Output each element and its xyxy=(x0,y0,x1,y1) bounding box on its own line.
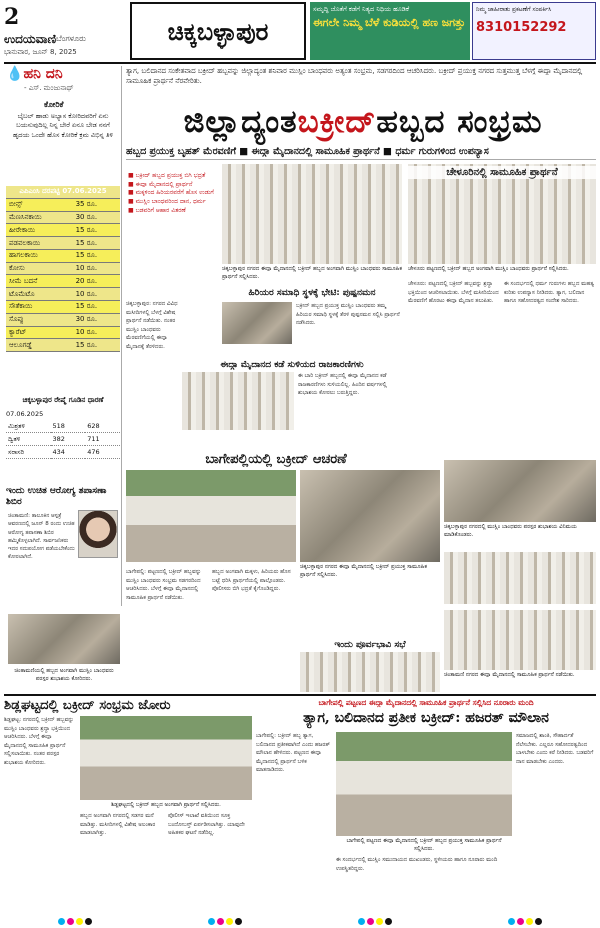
article-text: ಹಬ್ಬದ ಅಂಗವಾಗಿ ನಗರದಲ್ಲಿ ಸಡಗರ ಮನೆ ಮಾಡಿತ್ತು. ಮಸೀದಿಗಳಲ್ಲಿ ವಿಶೇಷ ಅಲಂಕಾರ ಮಾಡಲಾಗಿತ್ತು. xyxy=(80,813,156,837)
table-row: ಟೊಮೆಟೊ 10 ರೂ. xyxy=(6,288,120,301)
list-item: ■ ಬಡವರಿಗೆ ಆಹಾರ ವಿತರಣೆ xyxy=(128,206,186,214)
cheluru-caption: ಚೇಳೂರು ಪಟ್ಟಣದಲ್ಲಿ ಬಕ್ರೀದ್ ಹಬ್ಬದ ಅಂಗವಾಗಿ ಮುಸ್ಲಿಂ ಬಾಂಧವರು ಪ್ರಾರ್ಥನೆ ಸಲ್ಲಿಸಿದರು. xyxy=(408,266,569,272)
list-item: ■ ಮಕ್ಕಳಿಂದ ಹಿರಿಯರವರೆಗೆ ಹೊಸ ಉಡುಗೆ xyxy=(128,189,214,197)
kori-title: ಕೋರಿಕೆ xyxy=(44,100,64,109)
paper-edition: ಬೆಂಗಳೂರು xyxy=(56,34,86,43)
ad1-text: ಸಮೃದ್ಧಿ ಜೊತೆಗೆ ಕಡೆಗೆ ನಿತ್ಯದ ನಿಧಿಯ ಹೂಡಿಕೆ xyxy=(313,5,410,13)
lead-paragraph: ತ್ಯಾಗ, ಬಲಿದಾನದ ಸಂಕೇತವಾದ ಬಕ್ರೀದ್ ಹಬ್ಬವನ್ನು ಜಿಲ್ಲಾದ್ಯಂತ ಶನಿವಾರ ಮುಸ್ಲಿಂ ಬಾಂಧವರು ಅತ್ಯಂತ ಸಂಭ್ರಮ, ಸಡಗರದಿಂದ ಆಚರಿಸಿದರು. ಬಕ್ರೀದ್ ಪ್ರಯುಕ್ತ ನಗರದ ಸುತ್ತಮುತ್ತ ಬೆಳಗ್ಗೆ ಈದ್ಗಾ ಮೈದಾನದಲ್ಲಿ ಸಾಮೂಹಿಕ ಪ್ರಾರ್ಥನೆ ನೆರವೇರಿತು. xyxy=(126,67,583,86)
cheluru-photo xyxy=(408,164,596,264)
bagepalli-kicker: ಬಾಗೇಪಲ್ಲಿ ಪಟ್ಟಣದ ಈದ್ಗಾ ಮೈದಾನದಲ್ಲಿ ಸಾಮೂಹಿಕ ಪ್ರಾರ್ಥನೆ ಸಲ್ಲಿಸಿದ ನೂರಾರು ಮಂದಿ xyxy=(318,698,534,707)
chintamani-caption: ಚಿಂತಾಮಣಿ ನಗರದ ಈದ್ಗಾ ಮೈದಾನದಲ್ಲಿ ಸಾಮೂಹಿಕ ಪ್ರಾರ್ಥನೆ ನಡೆಯಿತು. xyxy=(444,672,575,678)
table-row: ಸೀಮೆ ಬದನೆ 20 ರೂ. xyxy=(6,275,120,288)
paper-name: ಉದಯವಾಣಿ xyxy=(4,32,57,46)
meeting-photo xyxy=(300,652,440,692)
kori-poem: ಬೈಬಲ್ ಹಾಡು ಅಭ್ಯಾಸ ಕೋರಿದವರಿಗೆ ಏನು ಬಯಸುವುದಿಲ್ಲ ನಿನ್ನ ಬೇರೆ ಏನೂ ಬೇಡ ನನಗೆ ಹೃದಯ ಒಂದೇ ಹೊಸ ಕೋರಿಕೆ ಕ್ರಮ ವಿಭಿನ್ನ ತಿಳಿ xyxy=(12,112,113,139)
region-title: ಚಿಕ್ಕಬಳ್ಳಾಪುರ xyxy=(130,2,306,60)
health-camp-text: ಚಿಂತಾಮಣಿ: ತಾಲೂಕಿನ ಆಸ್ಪತ್ರೆ ಆವರಣದಲ್ಲಿ ಜೂನ್ 8 ರಂದು ಉಚಿತ ಆರೋಗ್ಯ ತಪಾಸಣಾ ಶಿಬಿರ ಹಮ್ಮಿಕೊಳ್ಳಲಾಗಿದೆ. ಸಾರ್ವಜನಿಕರು ಇದರ ಸದುಪಯೋಗ ಪಡೆಯಬೇಕೆಂದು ಕೋರಲಾಗಿದೆ. xyxy=(8,513,75,561)
crowd-photo xyxy=(444,552,596,604)
table-row: ಮಿಶ್ರತಳಿ 518 628 xyxy=(6,420,120,433)
list-item: ■ ಈದ್ಗಾ ಮೈದಾನದಲ್ಲಿ ಪ್ರಾರ್ಥನೆ xyxy=(128,180,193,188)
greeting-caption: ಚಿಕ್ಕಬಳ್ಳಾಪುರ ನಗರದಲ್ಲಿ ಮುಸ್ಲಿಂ ಬಾಂಧವರು ಪರಸ್ಪರ ಶುಭಾಶಯ ವಿನಿಮಯ ಮಾಡಿಕೊಂಡರು. xyxy=(444,524,577,538)
article-text: ಚೇಳೂರು: ಪಟ್ಟಣದಲ್ಲಿ ಬಕ್ರೀದ್ ಹಬ್ಬವನ್ನು ಶ್ರದ್ಧಾ ಭಕ್ತಿಯಿಂದ ಆಚರಿಸಲಾಯಿತು. ಬೆಳಗ್ಗೆ ಮಸೀದಿಯಿಂದ ಮೆರವಣಿಗೆ ಹೊರಟು ಈದ್ಗಾ ಮೈದಾನ ತಲುಪಿತು. xyxy=(408,281,499,305)
article-text: ಚಿಕ್ಕಬಳ್ಳಾಪುರ: ನಗರದ ವಿವಿಧ ಮಸೀದಿಗಳಲ್ಲಿ ಬೆಳಗ್ಗೆ ವಿಶೇಷ ಪ್ರಾರ್ಥನೆ ನಡೆಯಿತು. ನಂತರ ಮುಸ್ಲಿಂ ಬಾಂಧವರು ಮೆರವಣಿಗೆಯಲ್ಲಿ ಈದ್ಗಾ ಮೈದಾನಕ್ಕೆ ತೆರಳಿದರು. xyxy=(126,301,178,350)
article-text: ಈ ಸಂದರ್ಭದಲ್ಲಿ ಧರ್ಮ ಗುರುಗಳು ಹಬ್ಬದ ಮಹತ್ವ ಕುರಿತು ಉಪನ್ಯಾಸ ನೀಡಿದರು. ತ್ಯಾಗ, ಬಲಿದಾನ ಹಾಗೂ ಸಹೋದರತ್ವದ ಸಂದೇಶ ಸಾರಿದರು. xyxy=(504,281,595,305)
print-registration-marks xyxy=(0,914,600,924)
greeting-photo xyxy=(444,460,596,522)
greeting-photo xyxy=(8,614,120,664)
leaders-caption: ಚಿಕ್ಕಬಳ್ಳಾಪುರ ನಗರದ ಈದ್ಗಾ ಮೈದಾನದಲ್ಲಿ ಬಕ್ರೀದ್ ಪ್ರಯುಕ್ತ ಸಾಮೂಹಿಕ ಪ್ರಾರ್ಥನೆ ಸಲ್ಲಿಸಿದರು. xyxy=(300,564,427,578)
table-row: ಆಲೂಗಡ್ಡೆ 15 ರೂ. xyxy=(6,339,120,352)
advertisement-banner-1[interactable] xyxy=(310,2,470,60)
table-row: ಹಾಗಲಕಾಯಿ 15 ರೂ. xyxy=(6,249,120,262)
bagepalli-photo xyxy=(126,470,296,562)
silk-rate-title: ಚಿಕ್ಕಬಳ್ಳಾಪುರ ರೇಷ್ಮೆ ಗೂಡಿನ ಧಾರಣೆ xyxy=(22,396,104,404)
table-row: ಬೀನ್ಸ್ 35 ರೂ. xyxy=(6,198,120,211)
sidlaghatta-photo xyxy=(80,716,252,800)
chintamani-photo xyxy=(444,610,596,670)
maulana-headline: ತ್ಯಾಗ, ಬಲಿದಾನದ ಪ್ರತೀಕ ಬಕ್ರೀದ್: ಹಜರತ್ ಮೌಲಾನ xyxy=(303,710,549,726)
masthead-divider xyxy=(4,62,596,64)
highlights-box xyxy=(126,170,218,300)
ad2-phone: 8310152292 xyxy=(476,19,567,35)
section-divider xyxy=(4,694,596,696)
maulana-caption: ಬಾಗೇಪಲ್ಲಿ ಪಟ್ಟಣದ ಈದ್ಗಾ ಮೈದಾನದಲ್ಲಿ ಬಕ್ರೀದ್ ಹಬ್ಬದ ಪ್ರಯುಕ್ತ ಸಾಮೂಹಿಕ ಪ್ರಾರ್ಥನೆ ಸಲ್ಲಿಸಿದರು. xyxy=(346,838,502,852)
article-text: ಪೊಲೀಸ್ ಇಲಾಖೆ ವತಿಯಿಂದ ಸೂಕ್ತ ಬಂದೋಬಸ್ತ್ ಏರ್ಪಡಿಸಲಾಗಿತ್ತು. ಯಾವುದೇ ಅಹಿತಕರ ಘಟನೆ ನಡೆದಿಲ್ಲ. xyxy=(168,813,245,837)
table-row: ಸೌತೆಕಾಯಿ 15 ರೂ. xyxy=(6,301,120,314)
table-row: ಕ್ಯಾರೆಟ್ 10 ರೂ. xyxy=(6,326,120,339)
article-text: ಈ ಸಂದರ್ಭದಲ್ಲಿ ಮುಸ್ಲಿಂ ಸಮುದಾಯದ ಮುಖಂಡರು, ಸ್ಥಳೀಯರು ಹಾಗೂ ನೂರಾರು ಮಂದಿ ಉಪಸ್ಥಿತರಿದ್ದರು. xyxy=(336,857,498,872)
author-photo xyxy=(78,510,118,558)
list-item: ■ ಬಕ್ರೀದ್ ಹಬ್ಬದ ಪ್ರಯುಕ್ತ ಬಿಗಿ ಭದ್ರತೆ xyxy=(128,172,206,179)
table-row: ಹೀರೇಕಾಯಿ 15 ರೂ. xyxy=(6,224,120,237)
table-row: ದ್ವಿತಳಿ 382 711 xyxy=(6,433,120,446)
table-row: ಸರಾಸರಿ 434 476 xyxy=(6,446,120,459)
article-text: ಶಿಡ್ಲಘಟ್ಟ: ನಗರದಲ್ಲಿ ಬಕ್ರೀದ್ ಹಬ್ಬವನ್ನು ಮುಸ್ಲಿಂ ಬಾಂಧವರು ಶ್ರದ್ಧಾ ಭಕ್ತಿಯಿಂದ ಆಚರಿಸಿದರು. ಬೆಳಗ್ಗೆ ಈದ್ಗಾ ಮೈದಾನದಲ್ಲಿ ಸಾಮೂಹಿಕ ಪ್ರಾರ್ಥನೆ ಸಲ್ಲಿಸಲಾಯಿತು. ನಂತರ ಪರಸ್ಪರ ಶುಭಾಶಯ ಕೋರಿದರು. xyxy=(4,717,74,766)
leaders-photo xyxy=(300,470,440,562)
silk-rate-table xyxy=(6,420,120,459)
politicians-text: ಈ ಬಾರಿ ಬಕ್ರೀದ್ ಹಬ್ಬದಲ್ಲಿ ಈದ್ಗಾ ಮೈದಾನದ ಕಡೆ ರಾಜಕಾರಣಿಗಳು ಸುಳಿಯಲಿಲ್ಲ. ಹಿಂದಿನ ವರ್ಷಗಳಲ್ಲಿ ಶುಭಾಶಯ ಕೋರಲು ಬರುತ್ತಿದ್ದರು. xyxy=(298,373,387,397)
graveyard-photo xyxy=(222,302,292,344)
graveyard-headline: ಹಿರಿಯರ ಸಮಾಧಿ ಸ್ಥಳಕ್ಕೆ ಭೇಟಿ: ಪುಷ್ಪನಮನ xyxy=(248,288,376,298)
date-line: ಭಾನುವಾರ, ಜೂನ್ 8, 2025 xyxy=(4,48,77,56)
politicians-headline: ಈದ್ಗಾ ಮೈದಾನದ ಕಡೆ ಸುಳಿಯದ ರಾಜಕಾರಣಿಗಳು xyxy=(220,360,364,370)
article-text: ಬಾಗೇಪಲ್ಲಿ: ಬಕ್ರೀದ್ ಹಬ್ಬ ತ್ಯಾಗ, ಬಲಿದಾನದ ಪ್ರತೀಕವಾಗಿದೆ ಎಂದು ಹಜರತ್ ಮೌಲಾನ ಹೇಳಿದರು. ಪಟ್ಟಣದ ಈದ್ಗಾ ಮೈದಾನದಲ್ಲಿ ಪ್ರಾರ್ಥನೆ ಬಳಿಕ ಮಾತನಾಡಿದರು. xyxy=(256,733,330,774)
hanidani-author: - ಎಸ್. ಮಂಜುನಾಥ್ xyxy=(24,84,74,92)
health-camp-headline: ಇಂದು ಉಚಿತ ಆರೋಗ್ಯ ತಪಾಸಣಾ ಶಿಬಿರ xyxy=(6,486,107,507)
meeting-headline: ಇಂದು ಪೂರ್ವಭಾವಿ ಸಭೆ xyxy=(334,640,406,650)
prayer-photo-main xyxy=(222,164,402,264)
table-row: ಮೆಣಸಿನಕಾಯಿ 30 ರೂ. xyxy=(6,211,120,224)
article-text: ಹಬ್ಬದ ಅಂಗವಾಗಿ ಮಕ್ಕಳು, ಹಿರಿಯರು ಹೊಸ ಬಟ್ಟೆ ಧರಿಸಿ ಪ್ರಾರ್ಥನೆಯಲ್ಲಿ ಪಾಲ್ಗೊಂಡರು. ಪೊಲೀಸರು ಬಿಗಿ ಭದ್ರತೆ ಕೈಗೊಂಡಿದ್ದರು. xyxy=(212,569,291,593)
maulana-photo xyxy=(336,732,512,836)
advertisement-banner-2[interactable] xyxy=(472,2,596,60)
article-text: ಸಮಾಜದಲ್ಲಿ ಶಾಂತಿ, ಸೌಹಾರ್ದತೆ ನೆಲೆಸಬೇಕು. ಎಲ್ಲರೂ ಸಹೋದರತ್ವದಿಂದ ಬಾಳಬೇಕು ಎಂದು ಕರೆ ನೀಡಿದರು. ಬಡವರಿಗೆ ದಾನ ಮಾಡಬೇಕು ಎಂದರು. xyxy=(516,733,594,765)
bagepalli-headline: ಬಾಗೇಪಲ್ಲಿಯಲ್ಲಿ ಬಕ್ರೀದ್ ಆಚರಣೆ xyxy=(205,452,347,467)
main-headline: ಜಿಲ್ಲಾದ್ಯಂತ ಬಕ್ರೀದ್ ಹಬ್ಬದ ಸಂಭ್ರಮ xyxy=(183,103,543,140)
silk-rate-date: 07.06.2025 xyxy=(6,410,44,418)
page-number: 2 xyxy=(4,4,20,30)
graveyard-text: ಬಕ್ರೀದ್ ಹಬ್ಬದ ಪ್ರಯುಕ್ತ ಮುಸ್ಲಿಂ ಬಾಂಧವರು ತಮ್ಮ ಹಿರಿಯರ ಸಮಾಧಿ ಸ್ಥಳಕ್ಕೆ ತೆರಳಿ ಪುಷ್ಪನಮನ ಸಲ್ಲಿಸಿ ಪ್ರಾರ್ಥನೆ ನಡೆಸಿದರು. xyxy=(296,303,400,327)
drop-icon: 💧 xyxy=(6,66,24,82)
main-subhead: ಹಬ್ಬದ ಪ್ರಯುಕ್ತ ಬೃಹತ್ ಮೆರವಣಿಗೆ ■ ಈದ್ಗಾ ಮೈದಾನದಲ್ಲಿ ಸಾಮೂಹಿಕ ಪ್ರಾರ್ಥನೆ ■ ಧರ್ಮ ಗುರುಗಳಿಂದ ಉಪನ್ಯಾಸ xyxy=(126,146,596,160)
ad2-text: ನಿಮ್ಮ ಜಾಹೀರಾತು ಪ್ರಕಟಣೆಗೆ ಸಂಪರ್ಕಿಸಿ xyxy=(476,6,552,13)
table-row: ಕೋಸು 10 ರೂ. xyxy=(6,262,120,275)
table-row: ಸೊಪ್ಪು 30 ರೂ. xyxy=(6,313,120,326)
article-text: ಬಾಗೇಪಲ್ಲಿ: ಪಟ್ಟಣದಲ್ಲಿ ಬಕ್ರೀದ್ ಹಬ್ಬವನ್ನು ಮುಸ್ಲಿಂ ಬಾಂಧವರು ಸಂಭ್ರಮ ಸಡಗರದಿಂದ ಆಚರಿಸಿದರು. ಬೆಳಗ್ಗೆ ಈದ್ಗಾ ಮೈದಾನದಲ್ಲಿ ಸಾಮೂಹಿಕ ಪ್ರಾರ್ಥನೆ ನಡೆಯಿತು. xyxy=(126,569,202,601)
politicians-photo xyxy=(182,372,294,430)
hanidani-title: 💧ಹನಿ ದನಿ xyxy=(6,66,63,82)
cheluru-headline: ಚೇಳೂರಿನಲ್ಲಿ ಸಾಮೂಹಿಕ ಪ್ರಾರ್ಥನೆ xyxy=(408,166,596,179)
apmc-rate-table xyxy=(6,186,120,352)
rates-title: ಎಪಿಎಂಸಿ ದರಪಟ್ಟಿ 07.06.2025 xyxy=(6,186,120,198)
ad1-highlight: ಈಗಲೇ ನಿಮ್ಮ ಬೆಳೆ ಕುಡಿಯಲ್ಲಿ ಹಣ ಜಗತ್ತು xyxy=(313,16,466,30)
sidlaghatta-caption: ಶಿಡ್ಲಘಟ್ಟದಲ್ಲಿ ಬಕ್ರೀದ್ ಹಬ್ಬದ ಅಂಗವಾಗಿ ಪ್ರಾರ್ಥನೆ ಸಲ್ಲಿಸಿದರು. xyxy=(111,802,221,808)
sidlaghatta-headline: ಶಿಡ್ಲಘಟ್ಟದಲ್ಲಿ ಬಕ್ರೀದ್ ಸಂಭ್ರಮ ಜೋರು xyxy=(4,698,171,713)
prayer-photo-caption: ಚಿಕ್ಕಬಳ್ಳಾಪುರ ನಗರದ ಈದ್ಗಾ ಮೈದಾನದಲ್ಲಿ ಬಕ್ರೀದ್ ಹಬ್ಬದ ಅಂಗವಾಗಿ ಮುಸ್ಲಿಂ ಬಾಂಧವರು ಸಾಮೂಹಿಕ ಪ್ರಾರ್ಥನೆ ಸಲ್ಲಿಸಿದರು. xyxy=(222,266,402,280)
greeting-caption: ಚಿಂತಾಮಣಿಯಲ್ಲಿ ಹಬ್ಬದ ಅಂಗವಾಗಿ ಮುಸ್ಲಿಂ ಬಾಂಧವರು ಪರಸ್ಪರ ಶುಭಾಶಯ ಕೋರಿದರು. xyxy=(14,668,114,682)
table-row: ಪಡವಲಕಾಯಿ 15 ರೂ. xyxy=(6,237,120,250)
list-item: ■ ಮುಸ್ಲಿಂ ಬಾಂಧವರಿಂದ ದಾನ, ಧರ್ಮ xyxy=(128,198,206,206)
